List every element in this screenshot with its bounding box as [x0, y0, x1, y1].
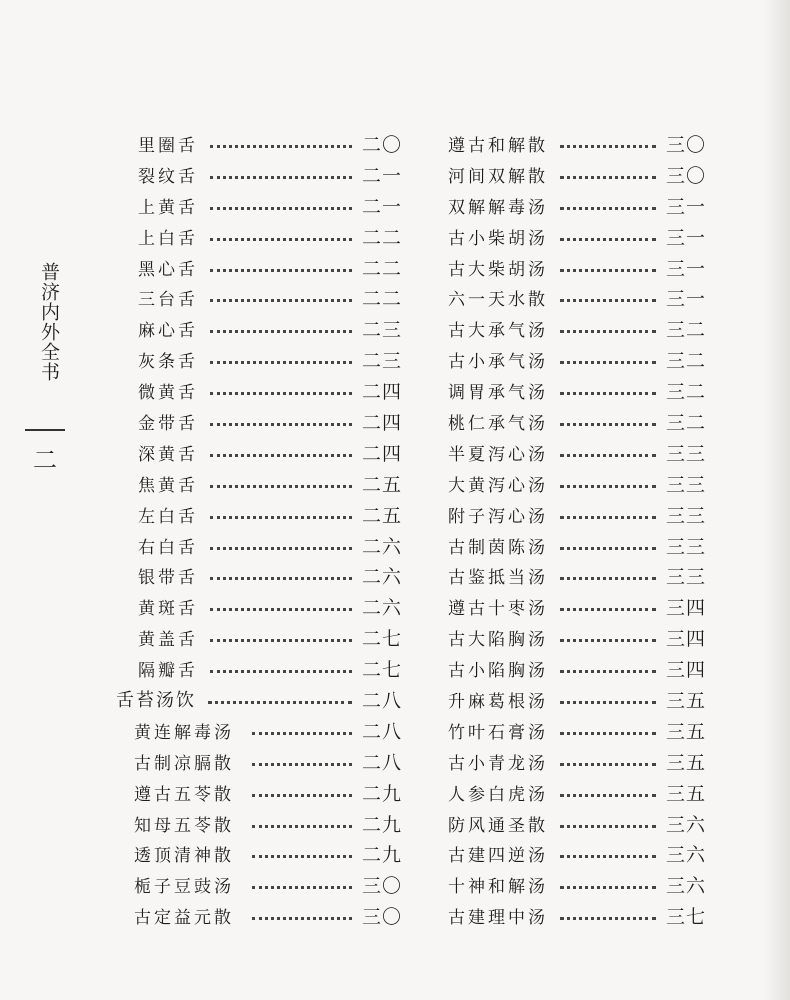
dot-leader	[560, 763, 656, 766]
dot-leader	[560, 917, 656, 920]
toc-entry-title: 遵古五苓散	[134, 784, 234, 805]
dot-leader	[210, 361, 352, 364]
toc-entry-page: 二六	[361, 535, 402, 558]
toc-entry-page: 三三	[665, 473, 706, 496]
toc-entry-page: 二二	[361, 226, 402, 249]
toc-entry-title: 裂纹舌	[138, 166, 198, 187]
toc-entry-page: 二八	[361, 720, 402, 743]
toc-entry-title: 焦黄舌	[138, 475, 198, 496]
dot-leader	[560, 794, 656, 797]
dot-leader	[560, 176, 656, 179]
toc-entry	[448, 653, 706, 684]
toc-entry-page: 二六	[361, 597, 402, 620]
toc-entry-page: 三〇	[361, 906, 402, 929]
dot-leader	[560, 361, 656, 364]
dot-leader	[210, 608, 352, 611]
toc-entry-title: 升麻葛根汤	[448, 691, 548, 712]
dot-leader	[560, 238, 656, 241]
toc-column-left	[106, 128, 402, 931]
dot-leader	[252, 917, 352, 920]
toc-entry-title: 古小陷胸汤	[448, 661, 548, 682]
toc-entry-title: 调胃承气汤	[448, 383, 548, 404]
dot-leader	[210, 330, 352, 333]
toc-entry-title: 左白舌	[138, 506, 198, 527]
dot-leader	[210, 299, 352, 302]
toc-entry	[448, 406, 706, 437]
toc-entry	[106, 128, 402, 159]
dot-leader	[210, 670, 352, 673]
dot-leader	[560, 485, 656, 488]
toc-entry-title: 大黄泻心汤	[448, 475, 548, 496]
toc-entry-page: 二九	[361, 813, 402, 836]
toc-entry	[106, 159, 402, 190]
toc-entry	[448, 777, 706, 808]
toc-entry-title: 附子泻心汤	[448, 506, 548, 527]
dot-leader	[210, 639, 352, 642]
toc-entry-page: 三〇	[665, 164, 706, 187]
toc-entry-title: 河间双解散	[448, 166, 548, 187]
toc-entry-title: 灰条舌	[138, 352, 198, 373]
toc-entry-title: 深黄舌	[138, 444, 198, 465]
toc-entry-page: 三五	[665, 689, 706, 712]
toc-entry-page: 二四	[361, 442, 402, 465]
toc-entry-page: 二一	[361, 164, 402, 187]
toc-entry-page: 三六	[665, 813, 706, 836]
toc-entry-page: 三三	[665, 442, 706, 465]
dot-leader	[208, 701, 352, 704]
dot-leader	[560, 145, 656, 148]
toc-entry-title: 古小柴胡汤	[448, 228, 548, 249]
toc-entry-title: 双解解毒汤	[448, 197, 548, 218]
toc-entry	[106, 715, 402, 746]
toc-entry-title: 古大柴胡汤	[448, 259, 548, 280]
dot-leader	[252, 794, 352, 797]
dot-leader	[560, 855, 656, 858]
toc-entry-page: 三四	[665, 659, 706, 682]
toc-entry-page: 二三	[361, 350, 402, 373]
dot-leader	[210, 238, 352, 241]
dot-leader	[560, 454, 656, 457]
toc-entry	[448, 252, 706, 283]
toc-entry	[448, 499, 706, 530]
toc-entry-page: 三五	[665, 751, 706, 774]
page-number: 二	[33, 446, 57, 474]
dot-leader	[210, 547, 352, 550]
toc-entry	[106, 560, 402, 591]
toc-entry-page: 三七	[665, 906, 706, 929]
toc-entry	[448, 530, 706, 561]
dot-leader	[210, 269, 352, 272]
toc-entry-title: 上黄舌	[138, 197, 198, 218]
toc-entry	[106, 468, 402, 499]
toc-entry-title: 银带舌	[138, 568, 198, 589]
toc-entry-title: 古小青龙汤	[448, 753, 548, 774]
toc-entry	[106, 221, 402, 252]
toc-entry-title: 古制凉膈散	[134, 753, 234, 774]
toc-entry-title: 三台舌	[138, 290, 198, 311]
toc-entry	[448, 622, 706, 653]
toc-entry-page: 三五	[665, 720, 706, 743]
dot-leader	[560, 423, 656, 426]
toc-entry-page: 三四	[665, 597, 706, 620]
toc-entry-title: 古鉴抵当汤	[448, 568, 548, 589]
toc-entry	[448, 313, 706, 344]
dot-leader	[560, 269, 656, 272]
toc-entry	[448, 715, 706, 746]
title-divider	[25, 429, 65, 431]
dot-leader	[560, 330, 656, 333]
toc-entry-title: 古小承气汤	[448, 352, 548, 373]
dot-leader	[210, 423, 352, 426]
toc-entry	[106, 313, 402, 344]
toc-entry-page: 三五	[665, 782, 706, 805]
toc-section-heading	[106, 684, 402, 715]
toc-entry-title: 透顶清神散	[134, 846, 234, 867]
toc-entry-page: 三二	[665, 381, 706, 404]
toc-entry-title: 遵古十枣汤	[448, 599, 548, 620]
toc-entry-title: 黑心舌	[138, 259, 198, 280]
toc-entry	[448, 344, 706, 375]
dot-leader	[560, 732, 656, 735]
toc-entry	[106, 190, 402, 221]
toc-entry-page: 三六	[665, 844, 706, 867]
toc-entry	[106, 406, 402, 437]
toc-entry-title: 古制茵陈汤	[448, 537, 548, 558]
toc-entry-page: 二六	[361, 566, 402, 589]
toc-entry-title: 桃仁承气汤	[448, 413, 548, 434]
toc-entry-title: 古大陷胸汤	[448, 630, 548, 651]
toc-entry	[106, 437, 402, 468]
toc-entry-page: 二五	[361, 473, 402, 496]
toc-entry	[448, 159, 706, 190]
toc-entry-page: 二三	[361, 319, 402, 342]
toc-entry	[106, 252, 402, 283]
toc-entry-page: 三二	[665, 350, 706, 373]
toc-entry	[106, 375, 402, 406]
toc-entry	[448, 900, 706, 931]
toc-entry	[448, 375, 706, 406]
toc-entry	[106, 653, 402, 684]
dot-leader	[560, 670, 656, 673]
toc-entry	[106, 777, 402, 808]
toc-entry	[106, 282, 402, 313]
toc-entry	[448, 128, 706, 159]
toc-entry-title: 上白舌	[138, 228, 198, 249]
toc-entry-title: 半夏泻心汤	[448, 444, 548, 465]
toc-entry	[448, 437, 706, 468]
dot-leader	[210, 577, 352, 580]
toc-entry-title: 古建四逆汤	[448, 846, 548, 867]
toc-entry-title: 十神和解汤	[448, 877, 548, 898]
toc-entry-title: 古大承气汤	[448, 321, 548, 342]
toc-entry	[106, 530, 402, 561]
toc-entry-page: 二九	[361, 782, 402, 805]
toc-entry-title: 隔瓣舌	[138, 661, 198, 682]
toc-entry	[448, 190, 706, 221]
toc-entry-title: 微黄舌	[138, 383, 198, 404]
toc-entry	[106, 591, 402, 622]
toc-column-right	[448, 128, 706, 931]
dot-leader	[252, 732, 352, 735]
toc-entry-title: 古建理中汤	[448, 908, 548, 929]
page-gutter-shadow	[764, 0, 790, 1000]
dot-leader	[560, 608, 656, 611]
dot-leader	[210, 454, 352, 457]
dot-leader	[560, 207, 656, 210]
toc-entry-page: 二四	[361, 381, 402, 404]
toc-entry-page: 三四	[665, 628, 706, 651]
dot-leader	[210, 516, 352, 519]
toc-entry	[106, 900, 402, 931]
toc-entry	[448, 808, 706, 839]
dot-leader	[560, 701, 656, 704]
dot-leader	[210, 176, 352, 179]
toc-entry	[448, 221, 706, 252]
toc-entry-title: 知母五苓散	[134, 815, 234, 836]
toc-entry	[448, 591, 706, 622]
toc-entry	[448, 468, 706, 499]
dot-leader	[560, 299, 656, 302]
toc-entry-page: 三三	[665, 566, 706, 589]
dot-leader	[210, 145, 352, 148]
toc-entry	[106, 499, 402, 530]
toc-entry	[448, 282, 706, 313]
toc-entry	[106, 344, 402, 375]
toc-entry-title: 里圈舌	[138, 135, 198, 156]
dot-leader	[560, 577, 656, 580]
toc-entry-page: 二一	[361, 195, 402, 218]
toc-entry-title: 人参白虎汤	[448, 784, 548, 805]
toc-entry-page: 三三	[665, 504, 706, 527]
toc-entry-page: 三一	[665, 288, 706, 311]
toc-entry-page: 三三	[665, 535, 706, 558]
toc-entry-page: 二〇	[361, 133, 402, 156]
toc-entry-title: 右白舌	[138, 537, 198, 558]
dot-leader	[560, 516, 656, 519]
dot-leader	[560, 392, 656, 395]
toc-entry-page: 二二	[361, 288, 402, 311]
toc-entry-title: 古定益元散	[134, 908, 234, 929]
toc-entry-title: 金带舌	[138, 413, 198, 434]
toc-entry-title: 竹叶石膏汤	[448, 722, 548, 743]
toc-entry-page: 三一	[665, 226, 706, 249]
toc-entry-title: 黄斑舌	[138, 599, 198, 620]
dot-leader	[560, 547, 656, 550]
toc-entry	[106, 622, 402, 653]
toc-entry-page: 三一	[665, 195, 706, 218]
toc-entry-title: 黄盖舌	[138, 630, 198, 651]
toc-entry-title: 防风通圣散	[448, 815, 548, 836]
toc-entry	[448, 869, 706, 900]
toc-entry-page: 二八	[361, 689, 402, 712]
running-book-title: 普济内外全书	[38, 262, 60, 382]
toc-entry	[106, 746, 402, 777]
dot-leader	[252, 825, 352, 828]
dot-leader	[252, 886, 352, 889]
toc-entry	[448, 684, 706, 715]
dot-leader	[560, 886, 656, 889]
toc-entry	[448, 746, 706, 777]
toc-entry-page: 二九	[361, 844, 402, 867]
toc-entry-page: 二八	[361, 751, 402, 774]
dot-leader	[210, 485, 352, 488]
dot-leader	[252, 855, 352, 858]
dot-leader	[210, 392, 352, 395]
toc-entry-title: 舌苔汤饮	[116, 690, 196, 712]
toc-entry-title: 麻心舌	[138, 321, 198, 342]
toc-entry-page: 三〇	[361, 875, 402, 898]
dot-leader	[252, 763, 352, 766]
dot-leader	[560, 825, 656, 828]
dot-leader	[560, 639, 656, 642]
toc-entry-page: 三〇	[665, 133, 706, 156]
toc-entry-page: 二四	[361, 411, 402, 434]
toc-entry-page: 三一	[665, 257, 706, 280]
toc-entry	[448, 560, 706, 591]
toc-entry-page: 二七	[361, 659, 402, 682]
dot-leader	[210, 207, 352, 210]
toc-entry	[448, 838, 706, 869]
toc-entry-page: 二五	[361, 504, 402, 527]
toc-entry-title: 遵古和解散	[448, 135, 548, 156]
toc-entry	[106, 808, 402, 839]
toc-entry-page: 三六	[665, 875, 706, 898]
toc-entry-page: 二七	[361, 628, 402, 651]
toc-entry-page: 三二	[665, 319, 706, 342]
toc-entry-page: 二二	[361, 257, 402, 280]
toc-entry	[106, 838, 402, 869]
toc-entry-title: 黄连解毒汤	[134, 722, 234, 743]
toc-entry	[106, 869, 402, 900]
toc-entry-page: 三二	[665, 411, 706, 434]
toc-entry-title: 六一天水散	[448, 290, 548, 311]
toc-entry-title: 栀子豆豉汤	[134, 877, 234, 898]
